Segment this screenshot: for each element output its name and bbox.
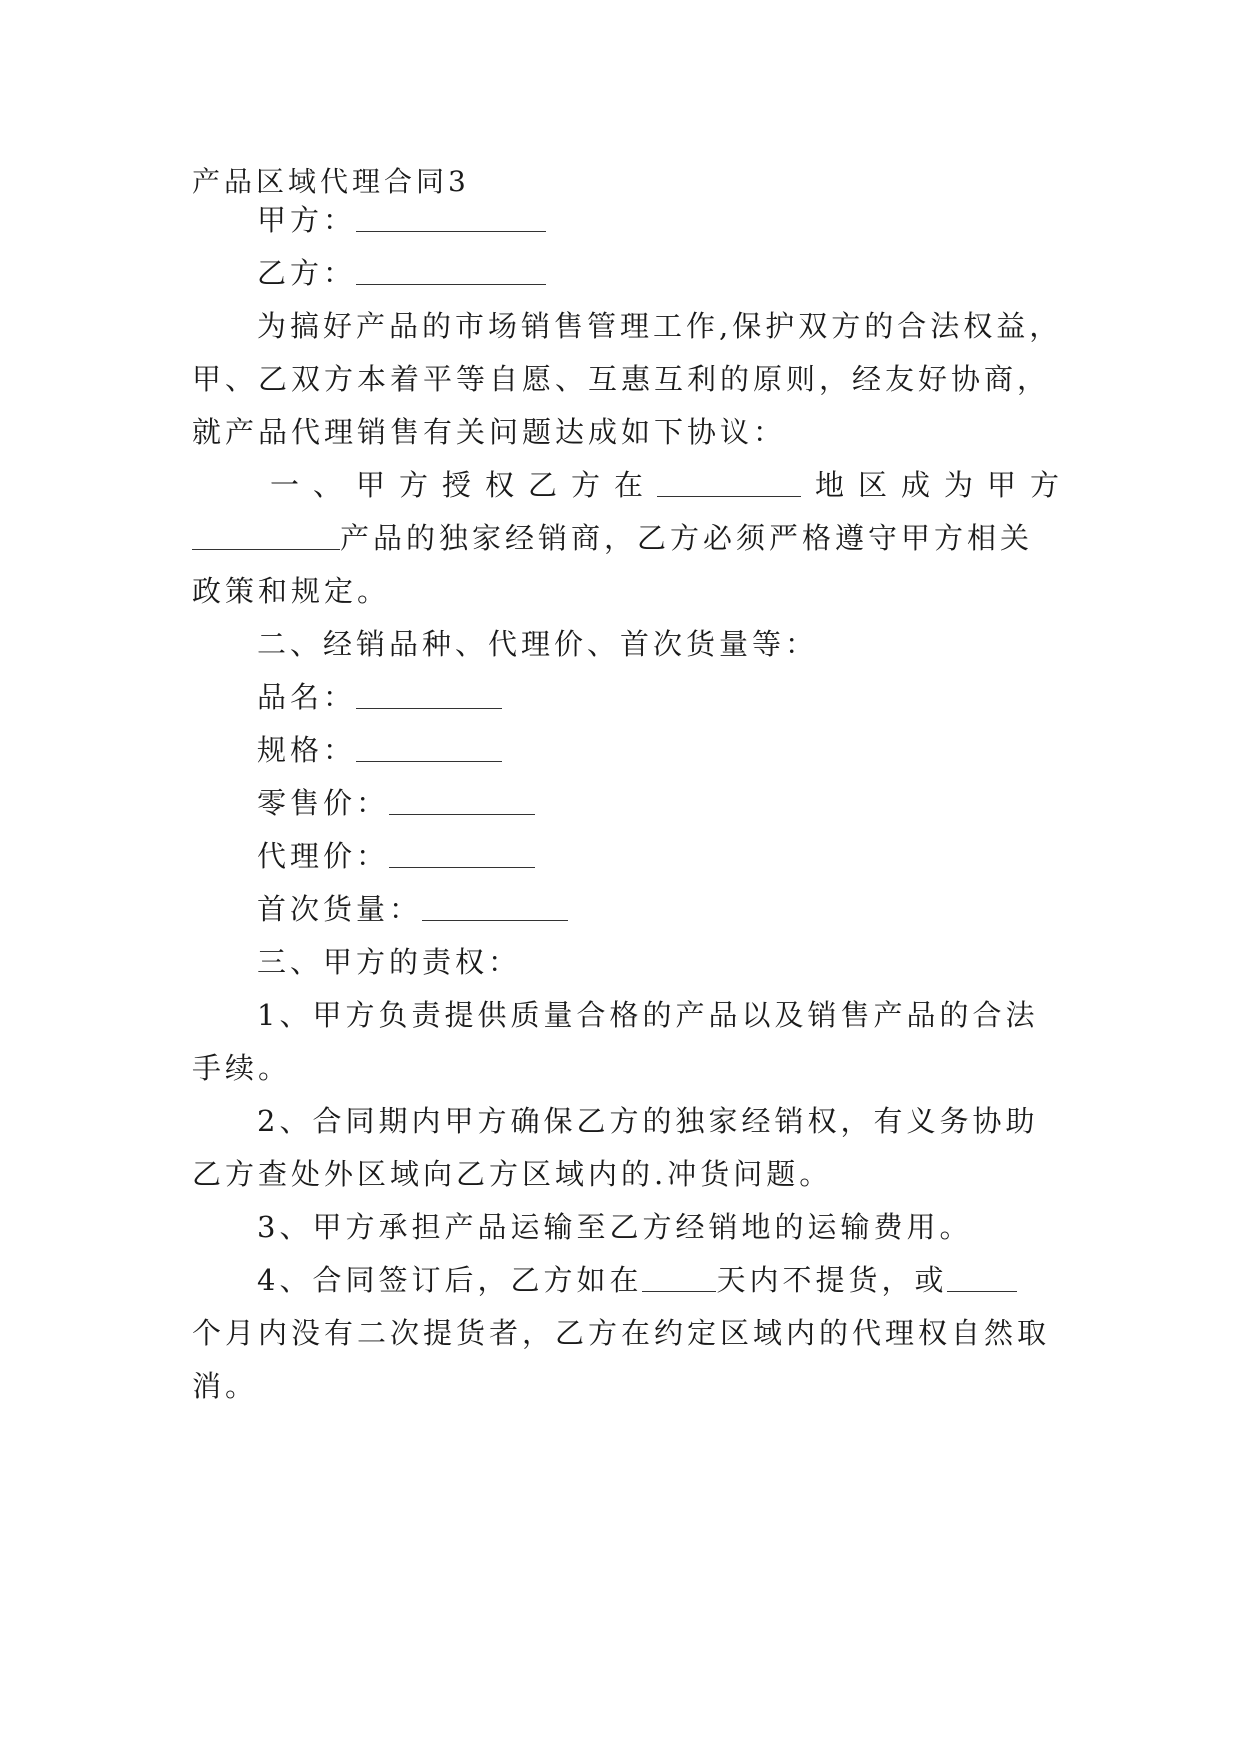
section-3-heading: 三、甲方的责权： — [257, 945, 522, 979]
clause-3-4-text-b: 天内不提货，或 — [716, 1263, 948, 1297]
agent-price-line — [257, 836, 535, 876]
section-1-text-a: 一、甲方授权乙方在 — [270, 468, 658, 502]
agent-price-label: 代理价： — [257, 839, 390, 873]
months-blank — [947, 1263, 1017, 1292]
section-1-text-c: 产品的独家经销商，乙方必须严格遵守甲方相关 — [340, 521, 1034, 555]
spec-line — [257, 730, 502, 770]
section-2-heading: 二、经销品种、代理价、首次货量等： — [257, 627, 819, 661]
intro-line-2: 甲、乙双方本着平等自愿、互惠互利的原则，经友好协商， — [192, 362, 1051, 396]
first-quantity-blank — [422, 892, 568, 921]
section-1-line-1 — [270, 465, 1073, 505]
spec-blank — [356, 733, 502, 762]
party-b-label: 乙方： — [257, 256, 357, 290]
clause-3-1-line-2: 手续。 — [192, 1051, 292, 1085]
clause-3-4-line-1 — [257, 1260, 1017, 1300]
party-a-line — [257, 200, 546, 240]
agent-price-blank — [389, 839, 535, 868]
clause-3-2-line-2: 乙方查处外区域向乙方区域内的.冲货问题。 — [192, 1157, 833, 1191]
clause-3-2-line-1: 2、合同期内甲方确保乙方的独家经销权，有义务协助 — [257, 1104, 1039, 1138]
document-title: 产品区域代理合同3 — [192, 165, 470, 198]
product-name-label: 品名： — [257, 680, 357, 714]
first-quantity-line — [257, 889, 568, 929]
clause-3-3: 3、甲方承担产品运输至乙方经销地的运输费用。 — [257, 1210, 973, 1244]
clause-3-4-line-3: 消。 — [192, 1369, 259, 1403]
party-b-line — [257, 253, 546, 293]
clause-3-1-line-1: 1、甲方负责提供质量合格的产品以及销售产品的合法 — [257, 998, 1039, 1032]
region-blank — [657, 468, 801, 497]
retail-price-line — [257, 783, 535, 823]
section-1-line-3: 政策和规定。 — [192, 574, 391, 608]
retail-price-blank — [389, 786, 535, 815]
intro-line-1: 为搞好产品的市场销售管理工作,保护双方的合法权益， — [257, 309, 1063, 343]
section-1-text-b: 地区成为甲方 — [815, 468, 1074, 502]
product-blank — [192, 521, 340, 550]
product-name-line — [257, 677, 502, 717]
retail-price-label: 零售价： — [257, 786, 390, 820]
first-quantity-label: 首次货量： — [257, 892, 423, 926]
clause-3-4-text-a: 4、合同签订后，乙方如在 — [257, 1263, 643, 1297]
product-name-blank — [356, 680, 502, 709]
section-1-line-2 — [192, 518, 1033, 558]
spec-label: 规格： — [257, 733, 357, 767]
party-a-label: 甲方： — [257, 203, 357, 237]
days-blank — [642, 1263, 716, 1292]
party-b-blank — [356, 256, 546, 285]
clause-3-4-line-2: 个月内没有二次提货者，乙方在约定区域内的代理权自然取 — [192, 1316, 1051, 1350]
party-a-blank — [356, 203, 546, 232]
intro-line-3: 就产品代理销售有关问题达成如下协议： — [192, 415, 787, 449]
